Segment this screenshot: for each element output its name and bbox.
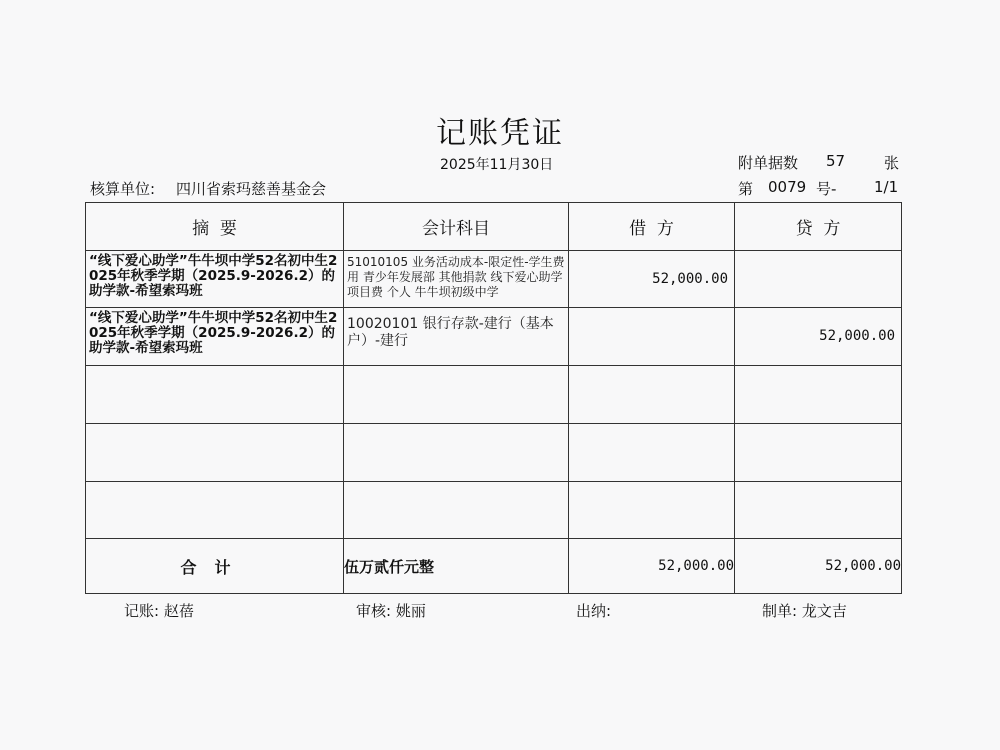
voucher-no-value: 0079 — [768, 178, 807, 196]
table-header-row — [86, 203, 902, 251]
header-credit: 贷 方 — [735, 203, 902, 251]
row-account: 10020101 银行存款-建行（基本户）-建行 — [347, 316, 554, 350]
row-account: 51010105 业务活动成本-限定性-学生费用 青少年发展部 其他捐款 线下爱心助学 项目费 个人 牛牛坝初级中学 — [347, 254, 565, 299]
accounting-unit-value: 四川省索玛慈善基金会 — [176, 180, 327, 198]
accounting-unit-label: 核算单位: — [90, 180, 156, 198]
row-summary: “线下爱心助学”牛牛坝中学52名初中生2025年秋季学期（2025.9-2026.2）的助学款-希望索玛班 — [89, 310, 338, 357]
attachments-unit: 张 — [884, 154, 900, 172]
row-credit: 52,000.00 — [819, 328, 895, 345]
total-row — [86, 539, 902, 594]
table-row-empty — [86, 481, 902, 539]
voucher-no-label: 第 — [738, 180, 754, 198]
row-debit — [569, 308, 734, 328]
header-debit: 借 方 — [569, 203, 735, 251]
signature-preparer: 制单: 龙文吉 — [762, 602, 847, 620]
attachments-count: 57 — [826, 152, 846, 170]
voucher-no-suffix: 号- — [816, 180, 837, 198]
signature-bookkeeper: 记账: 赵蓓 — [124, 602, 194, 620]
voucher-date: 2025年11月30日 — [440, 157, 554, 173]
voucher-table — [85, 202, 902, 594]
row-credit — [735, 251, 901, 271]
total-credit: 52,000.00 — [735, 539, 902, 594]
total-label: 合计 — [86, 539, 344, 594]
header-summary: 摘 要 — [86, 203, 344, 251]
total-words: 伍万贰仟元整 — [344, 539, 569, 594]
table-row — [86, 250, 902, 308]
signature-reviewer: 审核: 姚丽 — [356, 602, 426, 620]
attachments-label: 附单据数 — [738, 154, 799, 172]
table-row-empty — [86, 366, 902, 424]
voucher-page-count: 1/1 — [874, 178, 899, 196]
row-summary: “线下爱心助学”牛牛坝中学52名初中生2025年秋季学期（2025.9-2026.2）的助学款-希望索玛班 — [89, 252, 338, 299]
signature-cashier: 出纳: — [576, 602, 612, 620]
table-row — [86, 308, 902, 366]
table-row-empty — [86, 423, 902, 481]
row-debit: 52,000.00 — [652, 270, 728, 287]
total-debit: 52,000.00 — [569, 539, 735, 594]
header-account: 会计科目 — [344, 203, 569, 251]
voucher-title: 记账凭证 — [436, 116, 564, 151]
